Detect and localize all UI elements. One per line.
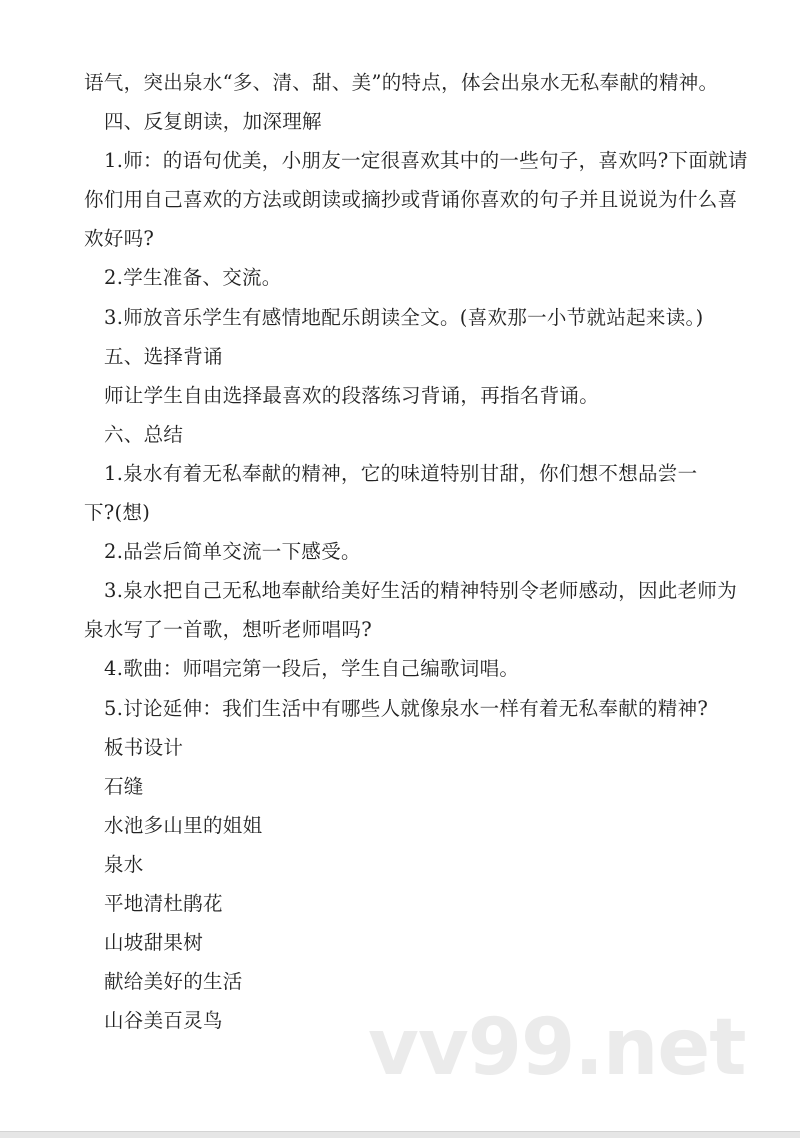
text-line: 献给美好的生活 <box>104 970 243 994</box>
text-line: 5.讨论延伸：我们生活中有哪些人就像泉水一样有着无私奉献的精神? <box>104 696 709 720</box>
watermark: vv99.net <box>368 1003 746 1093</box>
text-line: 你们用自己喜欢的方法或朗读或摘抄或背诵你喜欢的句子并且说说为什么喜 <box>84 188 738 212</box>
text-line: 山谷美百灵鸟 <box>104 1009 223 1033</box>
text-line: 五、选择背诵 <box>104 344 223 368</box>
text-line: 1.泉水有着无私奉献的精神，它的味道特别甘甜，你们想不想品尝一 <box>104 461 698 485</box>
text-line: 3.泉水把自己无私地奉献给美好生活的精神特别令老师感动，因此老师为 <box>104 579 738 603</box>
text-line: 欢好吗? <box>84 227 155 251</box>
text-line: 板书设计 <box>104 735 184 759</box>
text-line: 2.学生准备、交流。 <box>104 266 282 290</box>
text-line: 石缝 <box>104 774 144 798</box>
text-line: 四、反复朗读，加深理解 <box>104 110 322 134</box>
text-line: 山坡甜果树 <box>104 931 204 955</box>
text-line: 下?(想) <box>84 501 151 525</box>
text-line: 泉水写了一首歌，想听老师唱吗? <box>84 618 372 642</box>
text-line: 1.师：的语句优美，小朋友一定很喜欢其中的一些句子，喜欢吗?下面就请 <box>104 149 748 173</box>
text-line: 3.师放音乐学生有感情地配乐朗读全文。(喜欢那一小节就站起来读。) <box>104 305 704 329</box>
text-line: 泉水 <box>104 852 144 876</box>
text-line: 2.品尝后简单交流一下感受。 <box>104 540 361 564</box>
text-line: 师让学生自由选择最喜欢的段落练习背诵，再指名背诵。 <box>104 383 600 407</box>
text-line: 水池多山里的姐姐 <box>104 813 263 837</box>
text-line: 语气，突出泉水“多、清、甜、美”的特点，体会出泉水无私奉献的精神。 <box>84 71 719 94</box>
text-line: 六、总结 <box>104 422 184 446</box>
text-line: 平地清杜鹃花 <box>104 891 223 915</box>
text-line: 4.歌曲：师唱完第一段后，学生自己编歌词唱。 <box>104 657 520 681</box>
document-body <box>84 63 748 1040</box>
